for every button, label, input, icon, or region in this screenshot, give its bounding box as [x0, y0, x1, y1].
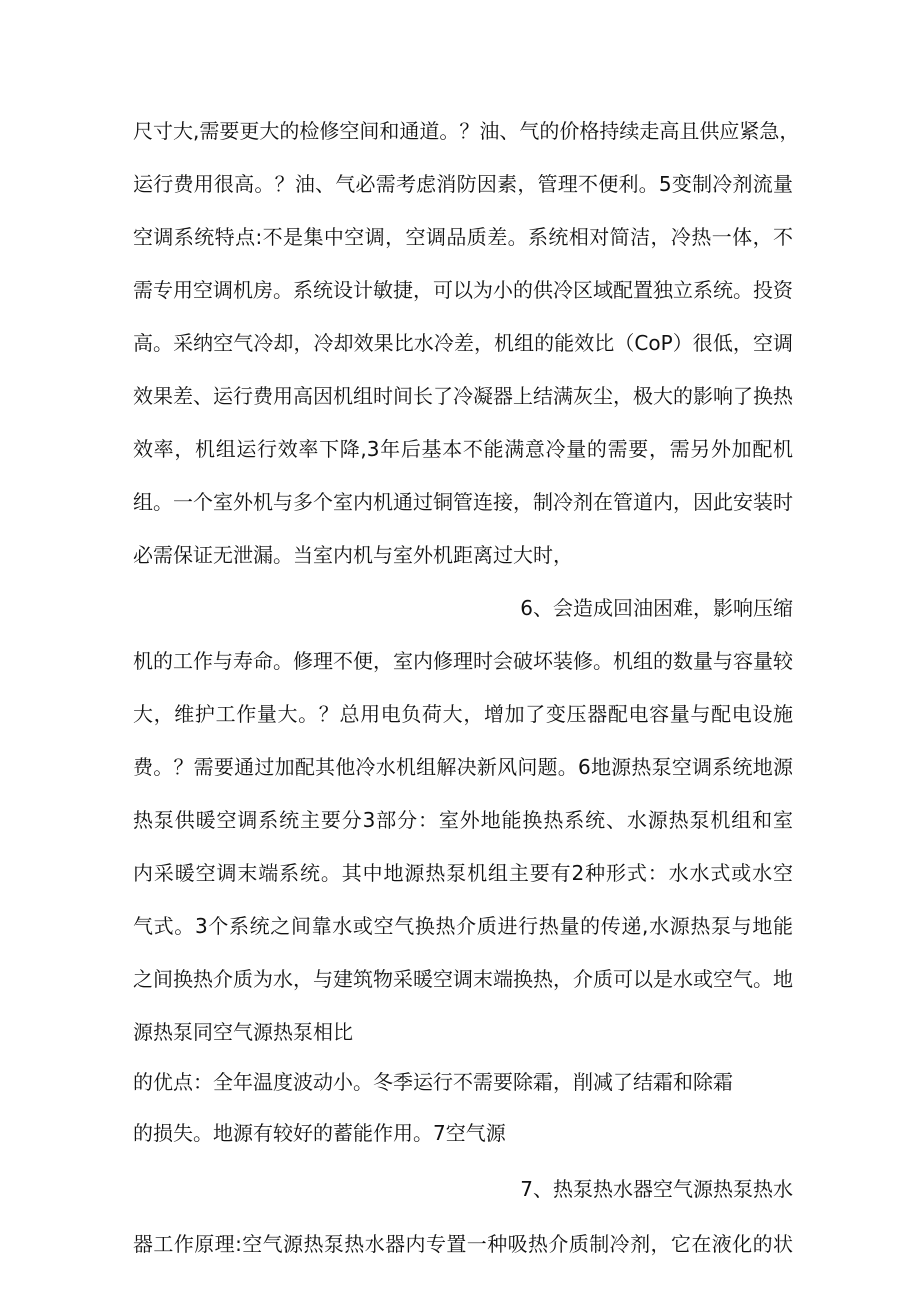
- text-line: 必需保证无泄漏。当室内机与室外机距离过大时，: [133, 543, 573, 567]
- text-line: 效率，机组运行效率下降,3年后基本不能满意冷量的需要，需另外加配机: [133, 437, 793, 461]
- text-line: 大，维护工作量大。？总用电负荷大，增加了变压器配电容量与配电设施: [133, 702, 793, 726]
- text-line: 源热泵同空气源热泵相比: [133, 1020, 353, 1044]
- text-line: 之间换热介质为水，与建筑物采暖空调末端换热，介质可以是水或空气。地: [133, 967, 793, 991]
- text-line: 费。？需要通过加配其他冷水机组解决新风问题。6地源热泵空调系统地源: [133, 755, 793, 779]
- section-heading: 6、会造成回油困难，影响压缩: [520, 596, 793, 620]
- text-line: 运行费用很高。？油、气必需考虑消防因素，管理不便利。5变制冷剂流量: [133, 172, 793, 196]
- section-heading: 7、热泵热水器空气源热泵热水: [520, 1177, 793, 1201]
- text-line: 空调系统特点:不是集中空调，空调品质差。系统相对简洁，冷热一体，不: [133, 225, 793, 249]
- text-line: 需专用空调机房。系统设计敏捷，可以为小的供冷区域配置独立系统。投资: [133, 278, 793, 302]
- text-line: 的优点：全年温度波动小。冬季运行不需要除霜，削减了结霜和除霜: [133, 1070, 733, 1094]
- text-line: 的损失。地源有较好的蓄能作用。7空气源: [133, 1121, 506, 1145]
- text-line: 尺寸大,需要更大的检修空间和通道。？油、气的价格持续走高且供应紧急，: [133, 119, 800, 143]
- text-line: 内采暖空调末端系统。其中地源热泵机组主要有2种形式：水水式或水空: [133, 861, 793, 885]
- text-line: 高。采纳空气冷却，冷却效果比水冷差，机组的能效比（CoP）很低，空调: [133, 331, 793, 355]
- text-line: 器工作原理:空气源热泵热水器内专置一种吸热介质制冷剂，它在液化的状: [133, 1232, 793, 1256]
- text-line: 热泵供暖空调系统主要分3部分：室外地能换热系统、水源热泵机组和室: [133, 808, 793, 832]
- text-line: 组。一个室外机与多个室内机通过铜管连接，制冷剂在管道内，因此安装时: [133, 490, 793, 514]
- text-line: 机的工作与寿命。修理不便，室内修理时会破坏装修。机组的数量与容量较: [133, 649, 793, 673]
- text-line: 效果差、运行费用高因机组时间长了冷凝器上结满灰尘，极大的影响了换热: [133, 384, 793, 408]
- text-line: 气式。3个系统之间靠水或空气换热介质进行热量的传递,水源热泵与地能: [133, 914, 793, 938]
